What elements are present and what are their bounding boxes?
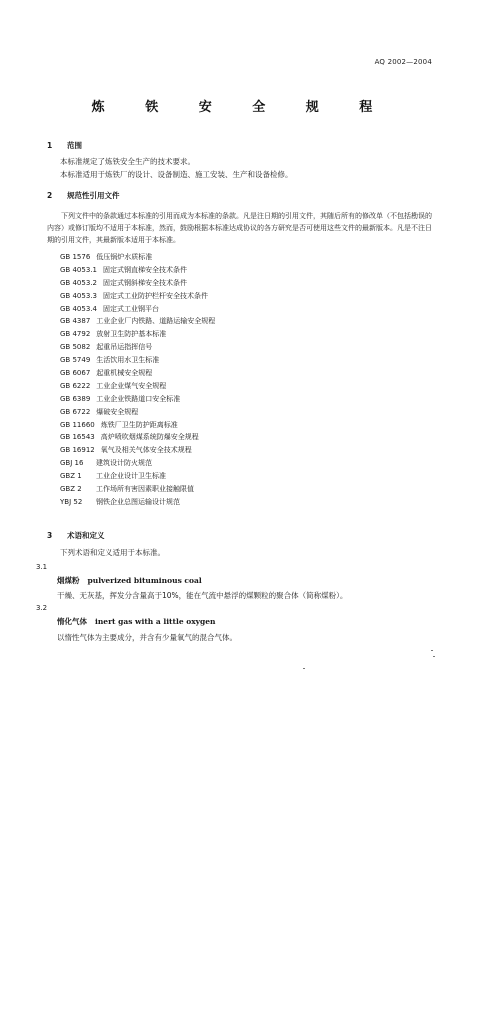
reference-list (60, 251, 215, 509)
section-1-paragraph-2: 本标准适用于炼铁厂的设计、设备制造、施工安装、生产和设备检修。 (60, 170, 293, 179)
reference-code: GB 1576 (60, 253, 91, 261)
reference-code: GB 4053.1 (60, 265, 97, 274)
reference-code: GBZ 2 (60, 485, 82, 494)
reference-item (60, 315, 215, 328)
reference-code: GB 4792 (60, 330, 91, 339)
reference-item (60, 496, 215, 509)
scan-speck (433, 656, 435, 657)
reference-name: 建筑设计防火规范 (96, 459, 152, 468)
reference-item (60, 419, 215, 432)
section-3-intro: 下列术语和定义适用于本标准。 (60, 548, 165, 557)
reference-code: GB 6222 (60, 381, 91, 390)
term-3-1-definition: 干燥、无灰基，挥发分含量高于10%，能在气流中悬浮的煤颗粒的聚合体（简称煤粉）。 (57, 591, 348, 600)
scan-speck (303, 668, 305, 669)
reference-code: GB 5749 (60, 356, 91, 365)
reference-code: GB 6389 (60, 394, 91, 403)
reference-item (60, 251, 215, 264)
document-title: 炼 铁 安 全 规 程 (91, 100, 391, 115)
term-3-2-english: inert gas with a little oxygen (95, 617, 216, 626)
reference-name: 工作场所有害因素职业接触限值 (96, 485, 194, 494)
reference-name: 固定式钢直梯安全技术条件 (102, 265, 187, 274)
reference-item (60, 406, 215, 419)
section-2-intro: 下列文件中的条款通过本标准的引用而成为本标准的条款。凡是注日期的引用文件，其随后所有的修改单（不包括勘误的内容）或修订版均不适用于本标准，然而，鼓励根据本标准达成协议的各方研究是否可使用这些文件的最新版本。凡是不注日期的引用文件，其最新版本适用于本标准。 (47, 212, 432, 244)
reference-item (60, 303, 215, 316)
reference-item (60, 328, 215, 341)
standard-code: AQ 2002—2004 (374, 58, 432, 66)
reference-name: 工业企业煤气安全规程 (96, 381, 167, 390)
reference-name: 放射卫生防护基本标准 (96, 330, 167, 339)
section-1-heading (47, 140, 82, 151)
reference-code: GB 6722 (60, 407, 91, 416)
reference-name: 炼铁厂卫生防护距离标准 (100, 420, 178, 429)
scan-speck (431, 650, 433, 651)
reference-item (60, 393, 215, 406)
reference-name: 固定式工业防护栏杆安全技术条件 (102, 291, 208, 300)
term-3-1-number: 3.1 (36, 563, 48, 571)
reference-code: GB 6067 (60, 369, 91, 378)
term-3-2-chinese: 惰化气体 (57, 617, 87, 626)
reference-name: 固定式钢斜梯安全技术条件 (102, 278, 187, 287)
section-2-number: 2 (47, 191, 53, 200)
reference-name: 起重机械安全规程 (96, 369, 153, 378)
reference-code: YBJ 52 (60, 497, 83, 506)
section-2-heading (47, 190, 120, 201)
reference-code: GB 11660 (60, 420, 95, 429)
reference-name: 爆破安全规程 (96, 407, 139, 416)
reference-name: 生活饮用水卫生标准 (96, 356, 160, 365)
reference-code: GB 5082 (60, 343, 91, 352)
section-1-title: 范围 (67, 141, 82, 150)
term-3-1-english: pulverized bituminous coal (87, 576, 202, 585)
reference-code: GB 4387 (60, 317, 91, 326)
reference-item (60, 277, 215, 290)
reference-name: 钢铁企业总图运输设计规范 (96, 497, 180, 506)
reference-name: 工业企业铁路道口安全标准 (96, 394, 181, 403)
section-2-title: 规范性引用文件 (67, 191, 120, 200)
section-3-number: 3 (47, 531, 53, 540)
reference-code: GB 4053.4 (60, 304, 97, 313)
reference-name: 高炉喷吹烟煤系统防爆安全规程 (100, 433, 199, 442)
reference-item (60, 483, 215, 496)
reference-name: 固定式工业钢平台 (102, 304, 159, 313)
term-3-1-chinese: 烟煤粉 (57, 576, 80, 585)
reference-item (60, 290, 215, 303)
reference-code: GB 16912 (60, 446, 95, 455)
reference-item (60, 264, 215, 277)
term-3-2-heading (57, 616, 216, 627)
reference-name: 起重吊运指挥信号 (96, 343, 153, 352)
reference-item (60, 341, 215, 354)
reference-name: 低压锅炉水质标准 (96, 253, 153, 261)
reference-item (60, 444, 215, 457)
section-1-number: 1 (47, 141, 53, 150)
reference-code: GB 4053.3 (60, 291, 97, 300)
term-3-1-heading (57, 575, 202, 586)
reference-code: GB 16543 (60, 433, 95, 442)
reference-name: 工业企业设计卫生标准 (96, 472, 166, 481)
section-3-title: 术语和定义 (67, 531, 105, 540)
reference-item (60, 457, 215, 470)
reference-name: 工业企业厂内铁路、道路运输安全规程 (96, 317, 216, 326)
reference-code: GBZ 1 (60, 472, 82, 481)
reference-code: GB 4053.2 (60, 278, 97, 287)
reference-item (60, 367, 215, 380)
section-3-heading (47, 530, 105, 541)
term-3-2-definition: 以惰性气体为主要成分，并含有少量氧气的混合气体。 (57, 633, 237, 642)
reference-item (60, 431, 215, 444)
reference-item (60, 354, 215, 367)
section-1-paragraph-1: 本标准规定了炼铁安全生产的技术要求。 (60, 157, 195, 166)
reference-code: GBJ 16 (60, 459, 84, 468)
reference-item (60, 380, 215, 393)
term-3-2-number: 3.2 (36, 604, 48, 612)
reference-item (60, 470, 215, 483)
reference-name: 氧气及相关气体安全技术规程 (100, 446, 192, 455)
